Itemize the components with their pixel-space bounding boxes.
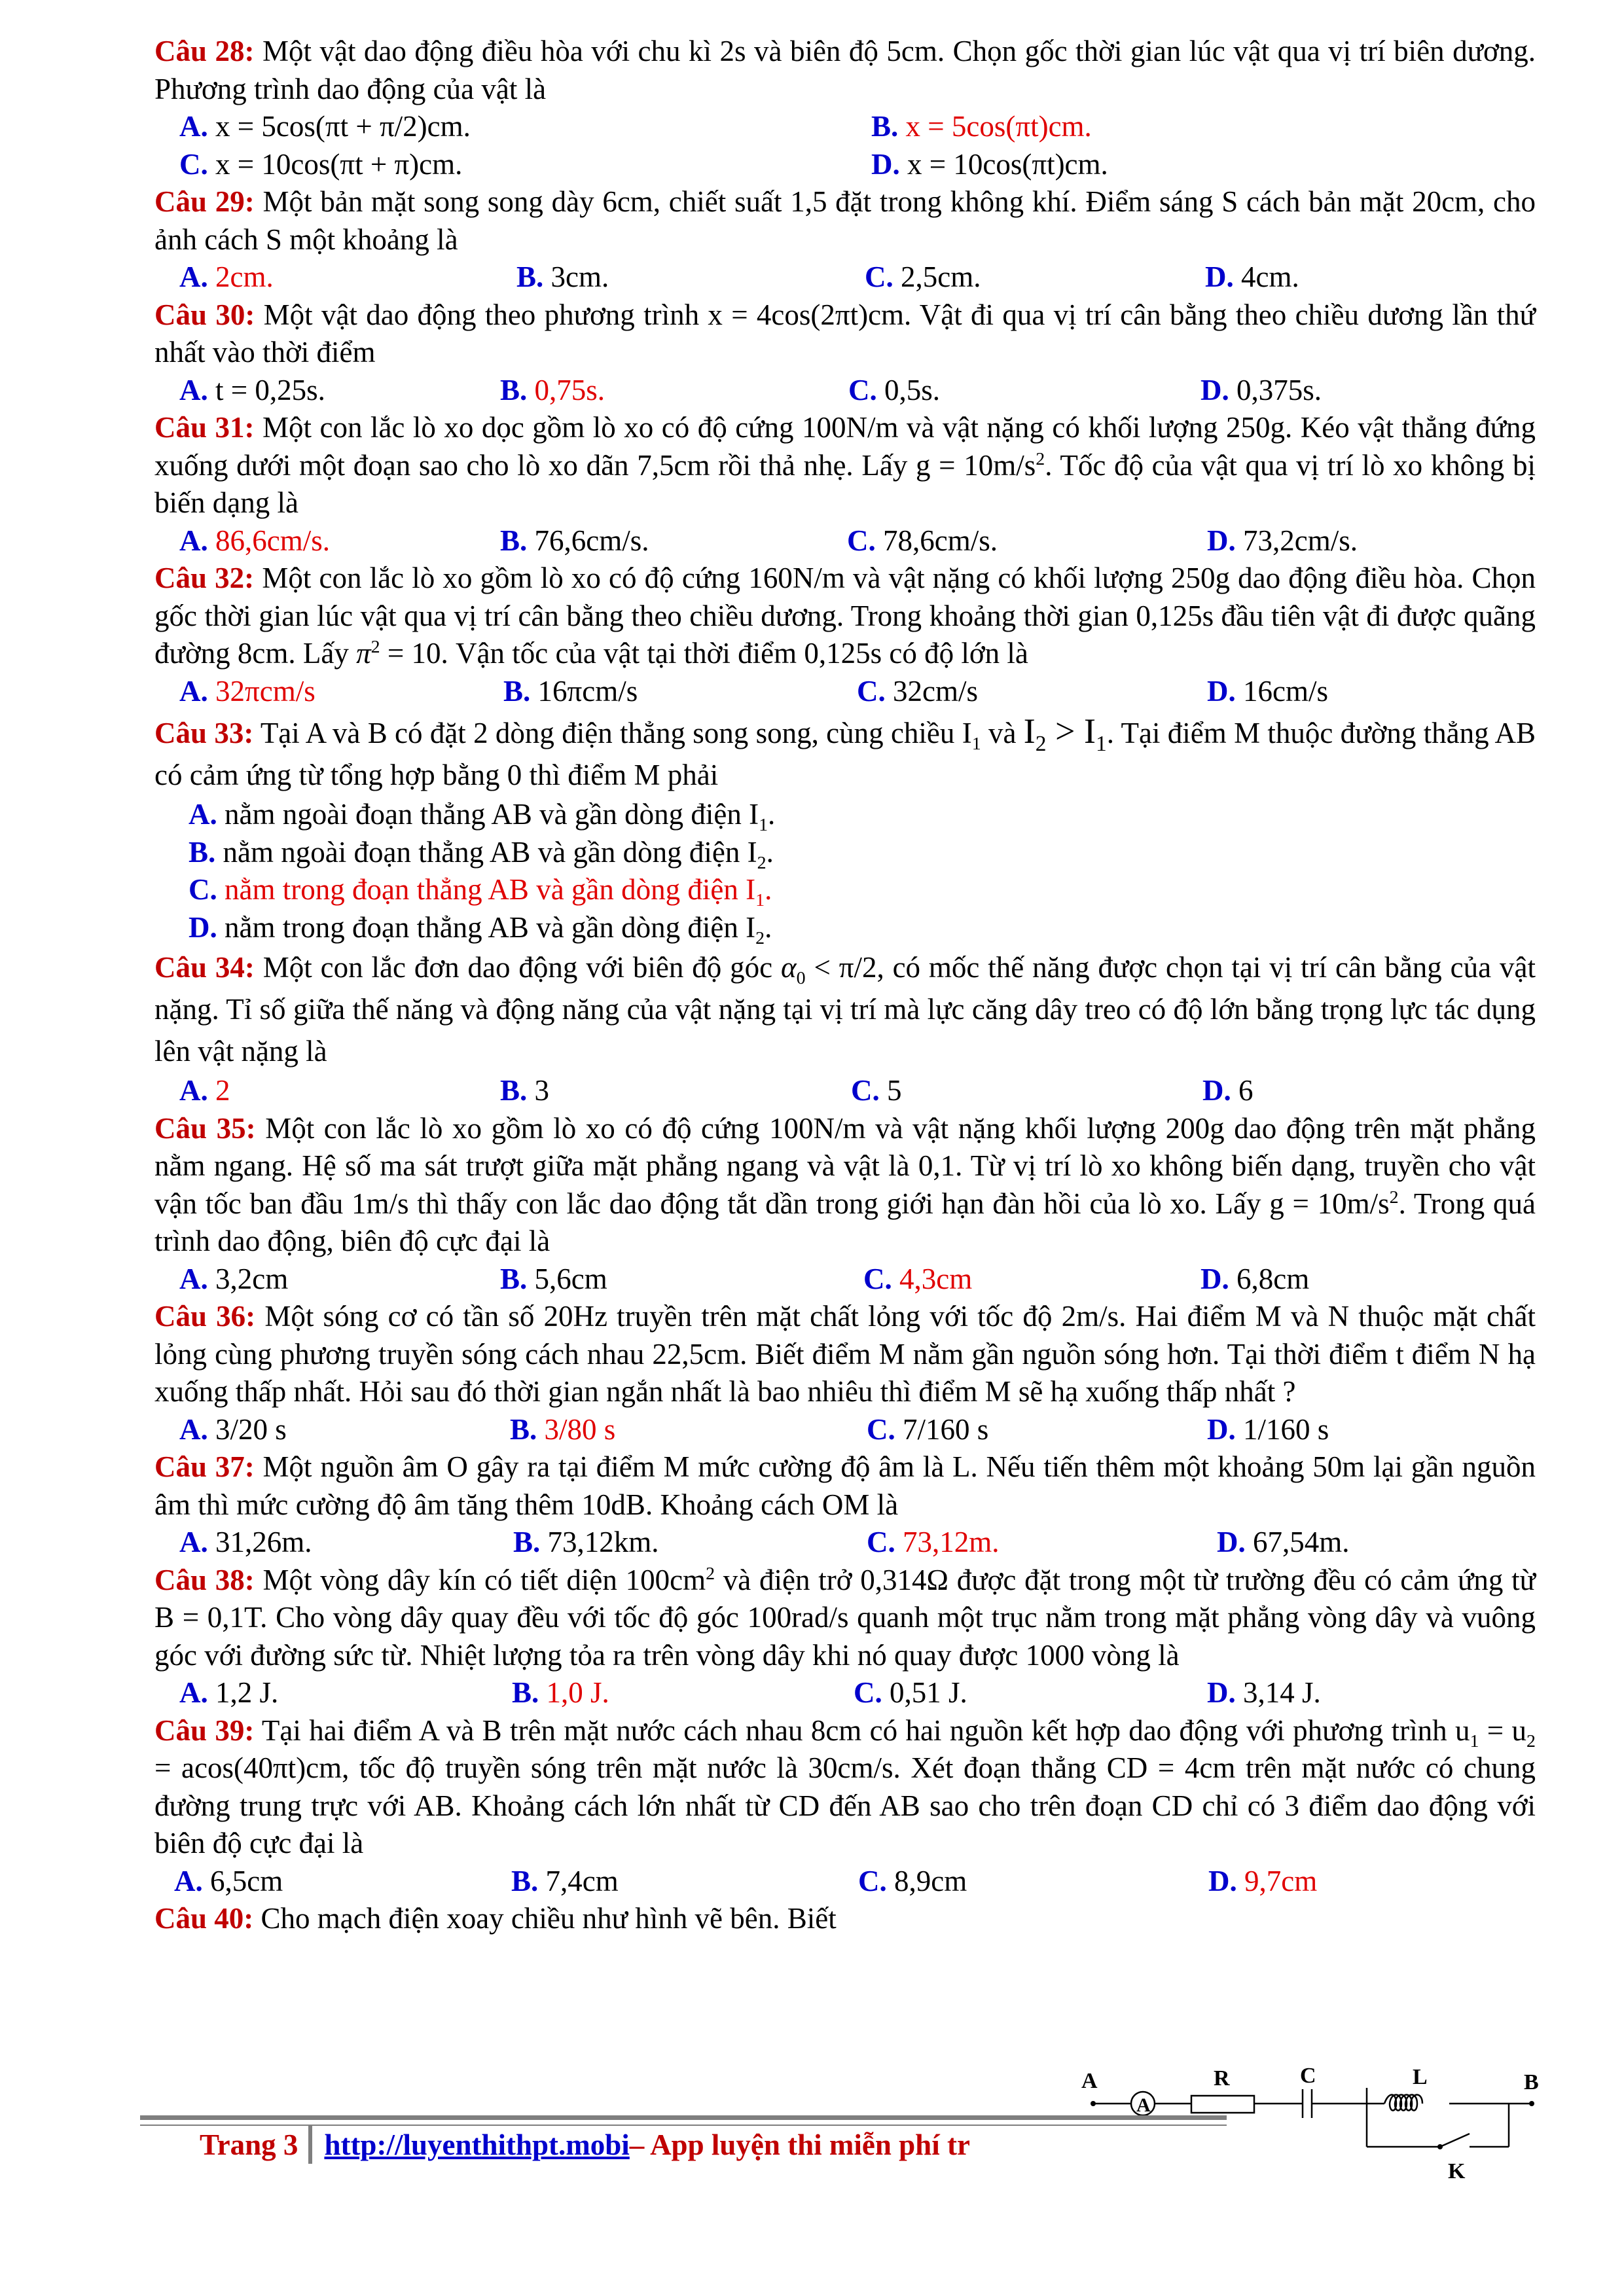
- node-b: [1529, 2101, 1534, 2106]
- question-text: Một vật dao động điều hòa với chu kì 2s và biên độ 5cm. Chọn gốc thời gian lúc vật qua vị trí biên dương. Phương trình dao động của vật là: [154, 35, 1536, 105]
- option-b: B. 76,6cm/s.: [500, 524, 649, 557]
- option-b: B. 16πcm/s: [503, 674, 638, 708]
- option-a: A. 86,6cm/s.: [179, 524, 330, 557]
- question-text: Một con lắc lò xo gồm lò xo có độ cứng 160N/m và vật nặng có khối lượng 250g dao động điều hòa. Chọn gốc thời gian lúc vật qua vị trí cân bằng theo chiều dương. Trong khoảng thời gian 0,125s đầu tiên vật đi được quãng đường 8cm. Lấy $\pi^2 = 10$. Vận tốc của vật tại thời điểm 0,125s có độ lớn là: [154, 562, 1536, 670]
- option-c: C. 0,5s.: [848, 373, 941, 406]
- question-number: Câu 33:: [154, 717, 254, 749]
- option-b: B. 0,75s.: [500, 373, 605, 406]
- label-l: L: [1413, 2065, 1428, 2089]
- option-d: D. 67,54m.: [1217, 1526, 1350, 1558]
- resistor-icon: [1191, 2096, 1254, 2113]
- inductor-icon: [1384, 2095, 1422, 2111]
- question-text: Cho mạch điện xoay chiều như hình vẽ bên. Biết: [253, 1902, 837, 1935]
- option-b: B. 7,4cm: [511, 1864, 619, 1897]
- question-number: Câu 36:: [154, 1300, 256, 1333]
- option-c: C. 78,6cm/s.: [847, 524, 998, 557]
- label-a: A: [1081, 2069, 1098, 2093]
- label-b: B: [1524, 2070, 1539, 2094]
- option-d: D. 16cm/s: [1207, 674, 1328, 708]
- option-b: B. 3: [500, 1074, 550, 1107]
- question-39: [154, 1712, 1536, 1901]
- question-number: Câu 35:: [154, 1111, 256, 1145]
- option-a: A. 1,2 J.: [179, 1676, 279, 1709]
- label-r: R: [1214, 2066, 1230, 2090]
- option-d: D. 6,8cm: [1200, 1262, 1310, 1295]
- page-number: Trang 3: [200, 2128, 298, 2161]
- question-35: [154, 1110, 1536, 1299]
- question-36: [154, 1298, 1536, 1448]
- question-32: [154, 560, 1536, 710]
- question-number: Câu 28:: [154, 35, 255, 67]
- question-number: Câu 34:: [154, 951, 255, 984]
- question-text: Một vòng dây kín có tiết diện $100cm^2$ và điện trở 0,314Ω được đặt trong một từ trường đều có cảm ứng từ B = 0,1T. Cho vòng dây quay đều với tốc độ góc 100rad/s quanh một trục nằm trong mặt phẳng vòng dây và vuông góc với đường sức từ. Nhiệt lượng tỏa ra trên vòng dây khi nó quay được 1000 vòng là: [154, 1563, 1536, 1672]
- footer-separator: [308, 2126, 312, 2164]
- question-text: Một bản mặt song song dày 6cm, chiết suất 1,5 đặt trong không khí. Điểm sáng S cách bản mặt 20cm, cho ảnh cách S một khoảng là: [154, 185, 1536, 256]
- option-b: B. 3/80 s: [510, 1412, 616, 1446]
- label-k: K: [1448, 2159, 1466, 2183]
- footer-divider: [140, 2115, 1227, 2120]
- question-text: Một nguồn âm O gây ra tại điểm M mức cường độ âm là L. Nếu tiến thêm một khoảng 50m lại gần nguồn âm thì mức cường độ âm tăng thêm 10dB. Khoảng cách OM là: [154, 1450, 1536, 1521]
- question-number: Câu 38:: [154, 1563, 255, 1596]
- option-c: C. 2,5cm.: [865, 260, 981, 293]
- option-a: A. x = 5cos(πt + π/2)cm.: [179, 110, 471, 143]
- option-c: C. 32cm/s: [857, 674, 978, 708]
- question-38: [154, 1562, 1536, 1712]
- option-c: C. nằm trong đoạn thẳng AB và gần dòng điện $I_1$.: [189, 873, 772, 910]
- option-d: D. nằm trong đoạn thẳng AB và gần dòng điện $I_2$.: [189, 910, 772, 948]
- option-c: C. 0,51 J.: [854, 1676, 967, 1709]
- option-b: B. 3cm.: [516, 260, 609, 293]
- node-a: [1091, 2101, 1096, 2106]
- question-text: Tại hai điểm A và B trên mặt nước cách nhau 8cm có hai nguồn kết hợp dao động với phương trình $u_1 = u_2 = acos(40\pi t)cm$, tốc độ truyền sóng trên mặt nước là 30cm/s. Xét đoạn thẳng CD = 4cm trên mặt nước có chung đường trung trực với AB. Khoảng cách lớn nhất từ CD đến AB sao cho trên đoạn CD chỉ có 3 điểm dao động với biên độ cực đại là: [154, 1713, 1536, 1859]
- footer-text: – App luyện thi miễn phí tr: [629, 2128, 970, 2161]
- option-c: C. 73,12m.: [867, 1526, 1000, 1558]
- exam-page: [154, 33, 1536, 1938]
- label-ammeter: A: [1136, 2094, 1151, 2116]
- question-text: Tại A và B có đặt 2 dòng điện thẳng song song, cùng chiều $I_1$ và $I_2 > I_1$. Tại điểm M thuộc đường thẳng AB có cảm ứng từ tổng hợp bằng 0 thì điểm M phải: [154, 711, 1536, 791]
- option-d: D. 1/160 s: [1207, 1412, 1329, 1446]
- question-text: Một sóng cơ có tần số 20Hz truyền trên mặt chất lỏng với tốc độ 2m/s. Hai điểm M và N thuộc mặt chất lỏng cùng phương truyền sóng cách nhau 22,5cm. Biết điểm M nằm gần nguồn sóng hơn. Tại thời điểm t điểm N hạ xuống thấp nhất. Hỏi sau đó thời gian ngắn nhất là bao nhiêu thì điểm M sẽ hạ xuống thấp nhất ?: [154, 1300, 1536, 1408]
- question-number: Câu 39:: [154, 1713, 255, 1747]
- option-d: D. 9,7cm: [1208, 1864, 1318, 1897]
- option-b: B. x = 5cos(πt)cm.: [871, 110, 1092, 143]
- option-d: D. 0,375s.: [1200, 373, 1322, 406]
- option-d: D. 73,2cm/s.: [1207, 524, 1358, 557]
- question-number: Câu 29:: [154, 185, 255, 218]
- option-a: A. 2cm.: [179, 260, 274, 293]
- option-d: D. 6: [1202, 1074, 1254, 1107]
- option-d: D. x = 10cos(πt)cm.: [871, 147, 1108, 181]
- switch-k-icon: [1440, 2134, 1470, 2147]
- switch-contact: [1437, 2144, 1443, 2149]
- option-c: C. x = 10cos(πt + π)cm.: [179, 147, 463, 181]
- circuit-diagram: [1074, 2062, 1545, 2212]
- option-a: A. nằm ngoài đoạn thẳng AB và gần dòng điện $I_1$.: [189, 798, 776, 835]
- question-text: Một vật dao động theo phương trình x = 4cos(2πt)cm. Vật đi qua vị trí cân bằng theo chiều dương lần thứ nhất vào thời điểm: [154, 298, 1536, 368]
- option-a: A. 2: [179, 1074, 230, 1107]
- question-33: [154, 710, 1536, 946]
- option-c: C. 7/160 s: [867, 1412, 989, 1446]
- question-37: [154, 1448, 1536, 1562]
- option-d: D. 4cm.: [1205, 260, 1299, 293]
- option-a: A. 32πcm/s: [179, 674, 316, 708]
- question-40: [154, 1900, 1536, 1938]
- question-text: Một con lắc lò xo dọc gồm lò xo có độ cứng 100N/m và vật nặng có khối lượng 250g. Kéo vật thẳng đứng xuống dưới một đoạn sao cho lò xo dãn 7,5cm rồi thả nhẹ. Lấy $g = 10m/s^2$. Tốc độ của vật qua vị trí lò xo không bị biến dạng là: [154, 411, 1536, 519]
- question-number: Câu 31:: [154, 411, 255, 444]
- question-28: [154, 33, 1536, 183]
- option-a: A. 3,2cm: [179, 1262, 289, 1295]
- label-c: C: [1300, 2064, 1316, 2088]
- footer-link[interactable]: http://luyenthithpt.mobi: [324, 2128, 630, 2161]
- question-text: Một con lắc đơn dao động với biên độ góc $\alpha_0 < \pi/2$, có mốc thế năng được chọn tại vị trí cân bằng của vật nặng. Tỉ số giữa thế năng và động năng của vật nặng tại vị trí mà lực căng dây treo có độ lớn bằng trọng lực tác dụng lên vật nặng là: [154, 951, 1536, 1067]
- option-d: D. 3,14 J.: [1207, 1676, 1321, 1709]
- question-29: [154, 183, 1536, 296]
- option-a: A. 31,26m.: [179, 1526, 312, 1558]
- question-31: [154, 409, 1536, 560]
- option-c: C. 5: [851, 1074, 902, 1107]
- question-number: Câu 40:: [154, 1902, 254, 1935]
- option-a: A. t = 0,25s.: [179, 373, 325, 406]
- question-text: Một con lắc lò xo gồm lò xo có độ cứng 100N/m và vật nặng khối lượng 200g dao động trên mặt phẳng nằm ngang. Hệ số ma sát trượt giữa mặt phẳng ngang và vật là 0,1. Từ vị trí lò xo không biến dạng, truyền cho vật vận tốc ban đầu 1m/s thì thấy con lắc dao động tắt dần trong giới hạn đàn hồi của lò xo. Lấy $g = 10m/s^2$. Trong quá trình dao động, biên độ cực đại là: [154, 1111, 1536, 1257]
- question-number: Câu 32:: [154, 562, 255, 594]
- option-a: A. 3/20 s: [179, 1412, 287, 1446]
- option-b: B. 5,6cm: [500, 1262, 607, 1295]
- option-b: B. nằm ngoài đoạn thẳng AB và gần dòng điện $I_2$.: [189, 835, 774, 873]
- question-number: Câu 37:: [154, 1450, 255, 1483]
- question-30: [154, 296, 1536, 410]
- option-a: A. 6,5cm: [174, 1864, 283, 1897]
- page-footer: [200, 2122, 970, 2168]
- option-c: C. 8,9cm: [858, 1864, 967, 1897]
- question-34: [154, 946, 1536, 1110]
- question-number: Câu 30:: [154, 298, 255, 331]
- option-b: B. 1,0 J.: [512, 1676, 609, 1709]
- option-b: B. 73,12km.: [513, 1526, 659, 1558]
- option-c: C. 4,3cm: [863, 1262, 973, 1295]
